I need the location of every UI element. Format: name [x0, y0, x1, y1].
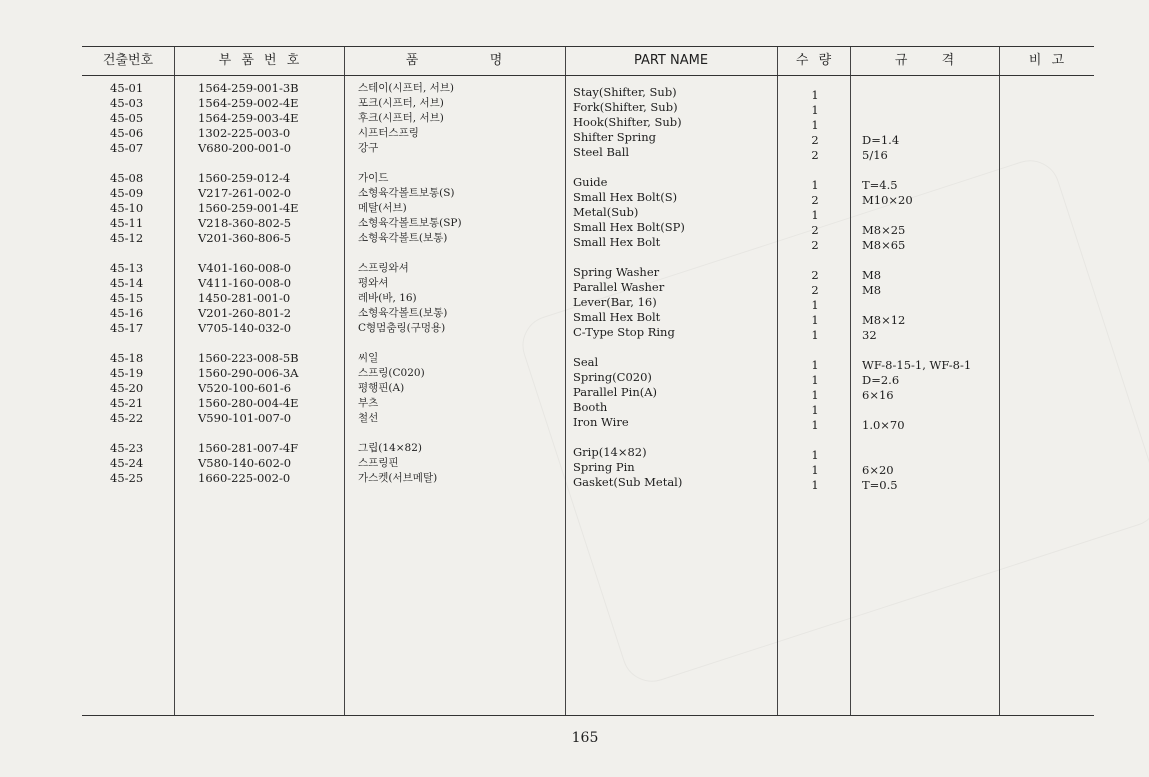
- quantity-cell: 1: [811, 298, 819, 312]
- quantity-cell: 1: [811, 463, 819, 477]
- part-name-cell: Spring Washer: [573, 265, 660, 279]
- table-row: [82, 396, 1094, 417]
- header-part-name: PART NAME: [633, 53, 709, 68]
- table-row: [82, 321, 1094, 342]
- quantity-cell: 2: [811, 283, 819, 297]
- spec-cell: M8×12: [862, 313, 906, 327]
- table-row: [82, 261, 1094, 282]
- ref-cell: 45-25: [110, 471, 144, 485]
- table-row: [82, 186, 1094, 207]
- spec-cell: M10×20: [862, 193, 913, 207]
- part-name-cell: Small Hex Bolt: [573, 235, 661, 249]
- ref-cell: 45-19: [110, 366, 144, 380]
- quantity-cell: 1: [811, 478, 819, 492]
- part-name-cell: Stay(Shifter, Sub): [573, 85, 677, 99]
- quantity-cell: 1: [811, 208, 819, 222]
- part-name-cell: C-Type Stop Ring: [573, 325, 675, 339]
- table-row: [82, 111, 1094, 132]
- quantity-cell: 1: [811, 313, 819, 327]
- part-number-cell: V580-140-602-0: [198, 456, 292, 470]
- part-number-cell: 1660-225-002-0: [198, 471, 291, 485]
- quantity-cell: 1: [811, 118, 819, 132]
- part-number-cell: V201-360-806-5: [198, 231, 292, 245]
- part-name-cell: Guide: [573, 175, 608, 189]
- quantity-cell: 2: [811, 223, 819, 237]
- ref-cell: 45-09: [110, 186, 144, 200]
- quantity-cell: 1: [811, 388, 819, 402]
- ref-cell: 45-15: [110, 291, 144, 305]
- table-row: [82, 306, 1094, 327]
- ref-cell: 45-06: [110, 126, 144, 140]
- bleed-through-text: [88, 712, 97, 743]
- korean-name-cell: 철선: [358, 412, 379, 424]
- ref-cell: 45-22: [110, 411, 144, 425]
- quantity-cell: 2: [811, 193, 819, 207]
- ref-cell: 45-13: [110, 261, 144, 275]
- table-row: [82, 171, 1094, 192]
- part-number-cell: V401-160-008-0: [198, 261, 292, 275]
- part-name-cell: Iron Wire: [573, 415, 629, 429]
- header-kr-name-b: 명: [489, 53, 503, 68]
- table-row: [82, 216, 1094, 237]
- korean-name-cell: 씨일: [358, 352, 379, 364]
- part-number-cell: V201-260-801-2: [198, 306, 292, 320]
- spec-cell: M8: [862, 283, 882, 297]
- part-name-cell: Steel Ball: [573, 145, 630, 159]
- korean-name-cell: 소형육각볼트보통(S): [358, 187, 455, 199]
- korean-name-cell: 부츠: [358, 397, 379, 409]
- part-number-cell: 1564-259-001-3B: [198, 81, 299, 95]
- part-name-cell: Parallel Pin(A): [573, 385, 658, 399]
- korean-name-cell: 메탈(서브): [358, 202, 407, 214]
- part-name-cell: Gasket(Sub Metal): [573, 475, 683, 489]
- header-remark: 비 고: [1028, 53, 1065, 68]
- part-number-cell: 1560-223-008-5B: [198, 351, 299, 365]
- korean-name-cell: 소형육각볼트(보통): [358, 232, 448, 244]
- part-name-cell: Small Hex Bolt: [573, 310, 661, 324]
- quantity-cell: 1: [811, 103, 819, 117]
- korean-name-cell: 레바(바, 16): [358, 292, 417, 304]
- part-number-cell: 1564-259-002-4E: [198, 96, 299, 110]
- part-number-cell: 1302-225-003-0: [198, 126, 291, 140]
- part-number-cell: 1560-280-004-4E: [198, 396, 299, 410]
- korean-name-cell: 가스켓(서브메탈): [358, 472, 438, 484]
- part-number-cell: 1560-290-006-3A: [198, 366, 299, 380]
- part-name-cell: Small Hex Bolt(S): [573, 190, 678, 204]
- part-name-cell: Spring Pin: [573, 460, 635, 474]
- ref-cell: 45-03: [110, 96, 144, 110]
- part-name-cell: Lever(Bar, 16): [573, 295, 657, 309]
- quantity-cell: 1: [811, 373, 819, 387]
- ref-cell: 45-01: [110, 81, 144, 95]
- spec-cell: T=4.5: [862, 178, 898, 192]
- part-name-cell: Parallel Washer: [573, 280, 665, 294]
- spec-cell: 5/16: [862, 148, 888, 162]
- part-number-cell: V590-101-007-0: [198, 411, 292, 425]
- quantity-cell: 1: [811, 403, 819, 417]
- korean-name-cell: 후크(시프터, 서브): [358, 112, 444, 124]
- part-number-cell: V218-360-802-5: [198, 216, 292, 230]
- korean-name-cell: 강구: [358, 142, 379, 154]
- ref-cell: 45-17: [110, 321, 144, 335]
- korean-name-cell: 스프링핀: [358, 457, 399, 469]
- part-name-cell: Shifter Spring: [573, 130, 656, 144]
- header-part-no: 부 품 번 호: [218, 53, 300, 68]
- ref-cell: 45-23: [110, 441, 144, 455]
- quantity-cell: 2: [811, 238, 819, 252]
- quantity-cell: 1: [811, 448, 819, 462]
- quantity-cell: 1: [811, 358, 819, 372]
- table-row: [82, 231, 1094, 252]
- korean-name-cell: 평와셔: [358, 277, 389, 289]
- table-row: [82, 201, 1094, 222]
- part-name-cell: Spring(C020): [573, 370, 652, 384]
- parts-table: [82, 46, 1094, 716]
- part-name-cell: Small Hex Bolt(SP): [573, 220, 685, 234]
- spec-cell: M8: [862, 268, 882, 282]
- korean-name-cell: 시프터스프링: [358, 127, 419, 139]
- header-qty: 수 량: [795, 53, 832, 68]
- quantity-cell: 1: [811, 88, 819, 102]
- table-row: [82, 291, 1094, 312]
- spec-cell: 32: [862, 328, 877, 342]
- spec-cell: M8×25: [862, 223, 906, 237]
- ref-cell: 45-18: [110, 351, 144, 365]
- part-number-cell: 1560-281-007-4F: [198, 441, 299, 455]
- part-name-cell: Fork(Shifter, Sub): [573, 100, 678, 114]
- spec-cell: D=2.6: [862, 373, 900, 387]
- part-number-cell: 1560-259-001-4E: [198, 201, 299, 215]
- ref-cell: 45-20: [110, 381, 144, 395]
- part-number-cell: V217-261-002-0: [198, 186, 292, 200]
- quantity-cell: 2: [811, 268, 819, 282]
- spec-cell: 6×20: [862, 463, 894, 477]
- quantity-cell: 1: [811, 418, 819, 432]
- korean-name-cell: 스테이(시프터, 서브): [358, 82, 455, 94]
- part-number-cell: 1564-259-003-4E: [198, 111, 299, 125]
- part-number-cell: V705-140-032-0: [198, 321, 292, 335]
- ref-cell: 45-05: [110, 111, 144, 125]
- table-row: [82, 441, 1094, 462]
- spec-cell: WF-8-15-1, WF-8-1: [862, 358, 972, 372]
- table-row: [82, 351, 1094, 372]
- spec-cell: 1.0×70: [862, 418, 905, 432]
- spec-cell: M8×65: [862, 238, 906, 252]
- part-number-cell: V520-100-601-6: [198, 381, 292, 395]
- spec-cell: 6×16: [862, 388, 894, 402]
- ref-cell: 45-10: [110, 201, 144, 215]
- part-name-cell: Metal(Sub): [573, 205, 639, 219]
- korean-name-cell: 소형육각볼트보통(SP): [358, 217, 462, 229]
- quantity-cell: 1: [811, 178, 819, 192]
- korean-name-cell: 가이드: [358, 172, 389, 184]
- spec-cell: D=1.4: [862, 133, 900, 147]
- table-row: [82, 126, 1094, 147]
- part-number-cell: 1560-259-012-4: [198, 171, 291, 185]
- table-row: [82, 456, 1094, 477]
- quantity-cell: 1: [811, 328, 819, 342]
- ref-cell: 45-14: [110, 276, 144, 290]
- table-row: [82, 471, 1094, 492]
- korean-name-cell: 소형육각볼트(보통): [358, 307, 448, 319]
- part-name-cell: Grip(14×82): [573, 445, 647, 459]
- ref-cell: 45-08: [110, 171, 144, 185]
- korean-name-cell: C형멈춤링(구멍용): [358, 322, 446, 334]
- header-spec: 규 격: [894, 53, 955, 68]
- korean-name-cell: 스프링와셔: [358, 262, 409, 274]
- ref-cell: 45-07: [110, 141, 144, 155]
- spec-cell: T=0.5: [862, 478, 898, 492]
- table-row: [82, 366, 1094, 387]
- ref-cell: 45-21: [110, 396, 144, 410]
- korean-name-cell: 평행핀(A): [358, 382, 405, 394]
- header-kr-name-a: 품: [405, 53, 419, 68]
- ref-cell: 45-16: [110, 306, 144, 320]
- part-name-cell: Seal: [573, 355, 599, 369]
- page-number: 165: [571, 730, 599, 746]
- ref-cell: 45-11: [110, 216, 144, 230]
- korean-name-cell: 포크(시프터, 서브): [358, 97, 444, 109]
- header-rule: [82, 75, 1094, 76]
- table-row: [82, 411, 1094, 432]
- part-name-cell: Hook(Shifter, Sub): [573, 115, 682, 129]
- table-row: [82, 381, 1094, 402]
- part-number-cell: V680-200-001-0: [198, 141, 292, 155]
- part-name-cell: Booth: [573, 400, 608, 414]
- korean-name-cell: 스프링(C020): [358, 367, 425, 379]
- korean-name-cell: 그립(14×82): [358, 442, 422, 454]
- table-row: [82, 96, 1094, 117]
- ref-cell: 45-24: [110, 456, 144, 470]
- quantity-cell: 2: [811, 148, 819, 162]
- table-row: [82, 141, 1094, 162]
- header-ref: 건출번호: [102, 53, 154, 68]
- part-number-cell: 1450-281-001-0: [198, 291, 291, 305]
- table-row: [82, 81, 1094, 102]
- part-number-cell: V411-160-008-0: [198, 276, 292, 290]
- table-row: [82, 276, 1094, 297]
- ref-cell: 45-12: [110, 231, 144, 245]
- quantity-cell: 2: [811, 133, 819, 147]
